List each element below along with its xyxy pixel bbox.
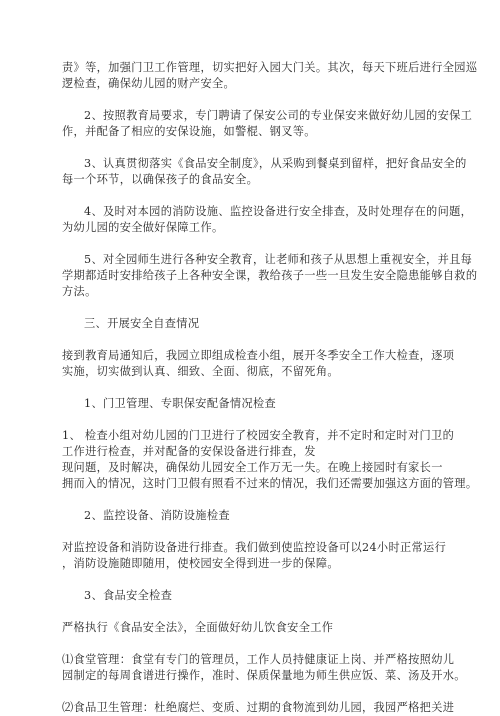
text-line: 实施，切实做到认真、细致、全面、彻底，不留死角。 (62, 365, 339, 378)
text-line: 严格执行《食品安全法》，全面做好幼儿饮食安全工作 (62, 621, 334, 634)
text-line: 每一个环节，以确保孩子的食品安全。 (62, 173, 259, 186)
paragraph (62, 588, 442, 604)
text-line: 方法。 (62, 285, 97, 298)
text-line: 2、按照教育局要求，专门聘请了保安公司的专业保安来做好幼儿园的安保工 (84, 109, 473, 122)
text-line: 工作进行检查，并对配备的安保设备进行排查，发 (62, 445, 316, 458)
paragraph (62, 428, 478, 492)
paragraph (62, 348, 455, 380)
text-line: 现问题，及时解决，确保幼儿园安全工作万无一失。在晚上接园时有家长一 (62, 461, 443, 474)
text-line: ⑵食品卫生管理：杜绝腐烂、变质、过期的食物流到幼儿园，我园严格把关进 (62, 701, 455, 714)
text-line: 3、食品安全检查 (84, 589, 173, 602)
text-line: 5、对全园师生进行各种安全教育，让老师和孩子从思想上重视安全，并且每 (84, 253, 473, 266)
text-line: 1、门卫管理、专职保安配备情况检查 (84, 397, 277, 410)
text-line: 责》等，加强门卫工作管理，切实把好入园大门关。其次，每天下班后进行全园巡 (62, 61, 478, 74)
text-line: ⑴食堂管理：食堂有专门的管理员，工作人员持健康证上岗、并严格按照幼儿 (62, 653, 455, 666)
paragraph (62, 204, 473, 236)
text-line: 逻检查，确保幼儿园的财产安全。 (62, 77, 236, 90)
text-line: 接到教育局通知后，我园立即组成检查小组，展开冬季安全工作大检查，逐项 (62, 349, 455, 362)
paragraph (62, 540, 447, 572)
paragraph (62, 60, 478, 92)
text-line: 为幼儿园的安全做好保障工作。 (62, 221, 224, 234)
paragraph (62, 508, 442, 524)
paragraph (62, 652, 466, 684)
paragraph (62, 252, 478, 300)
text-line: 对监控设备和消防设备进行排查。我们做到使监控设备可以24小时正常运行 (62, 541, 447, 554)
paragraph (62, 620, 442, 636)
text-line: 3、认真贯彻落实《食品安全制度》，从采购到餐桌到留样，把好食品安全的 (84, 157, 467, 170)
paragraph (62, 700, 455, 716)
text-line: 三、开展安全自查情况 (84, 317, 200, 330)
text-line: ，消防设施随即随用，使校园安全得到进一步的保障。 (62, 557, 339, 570)
text-line: 作，并配备了相应的安保设施，如警棍、钢叉等。 (62, 125, 316, 138)
paragraph (62, 156, 467, 188)
text-line: 学期都适时安排给孩子上各种安全课，教给孩子一些一旦发生安全隐患能够自救的 (62, 269, 478, 282)
document-body (62, 60, 478, 716)
text-line: 2、监控设备、消防设施检查 (84, 509, 230, 522)
text-line: 4、及时对本园的消防设施、监控设备进行安全排查，及时处理存在的问题， (84, 205, 473, 218)
paragraph (62, 396, 442, 412)
paragraph (62, 316, 442, 332)
text-line: 拥而入的情况，这时门卫假有照看不过来的情况，我们还需要加强这方面的管理。 (62, 477, 478, 490)
paragraph (62, 108, 473, 140)
text-line: 1、 检查小组对幼儿园的门卫进行了校园安全教育，并不定时和定时对门卫的 (62, 429, 455, 442)
text-line: 园制定的每周食谱进行操作，准时、保质保量地为师生供应饭、菜、汤及开水。 (62, 669, 466, 682)
